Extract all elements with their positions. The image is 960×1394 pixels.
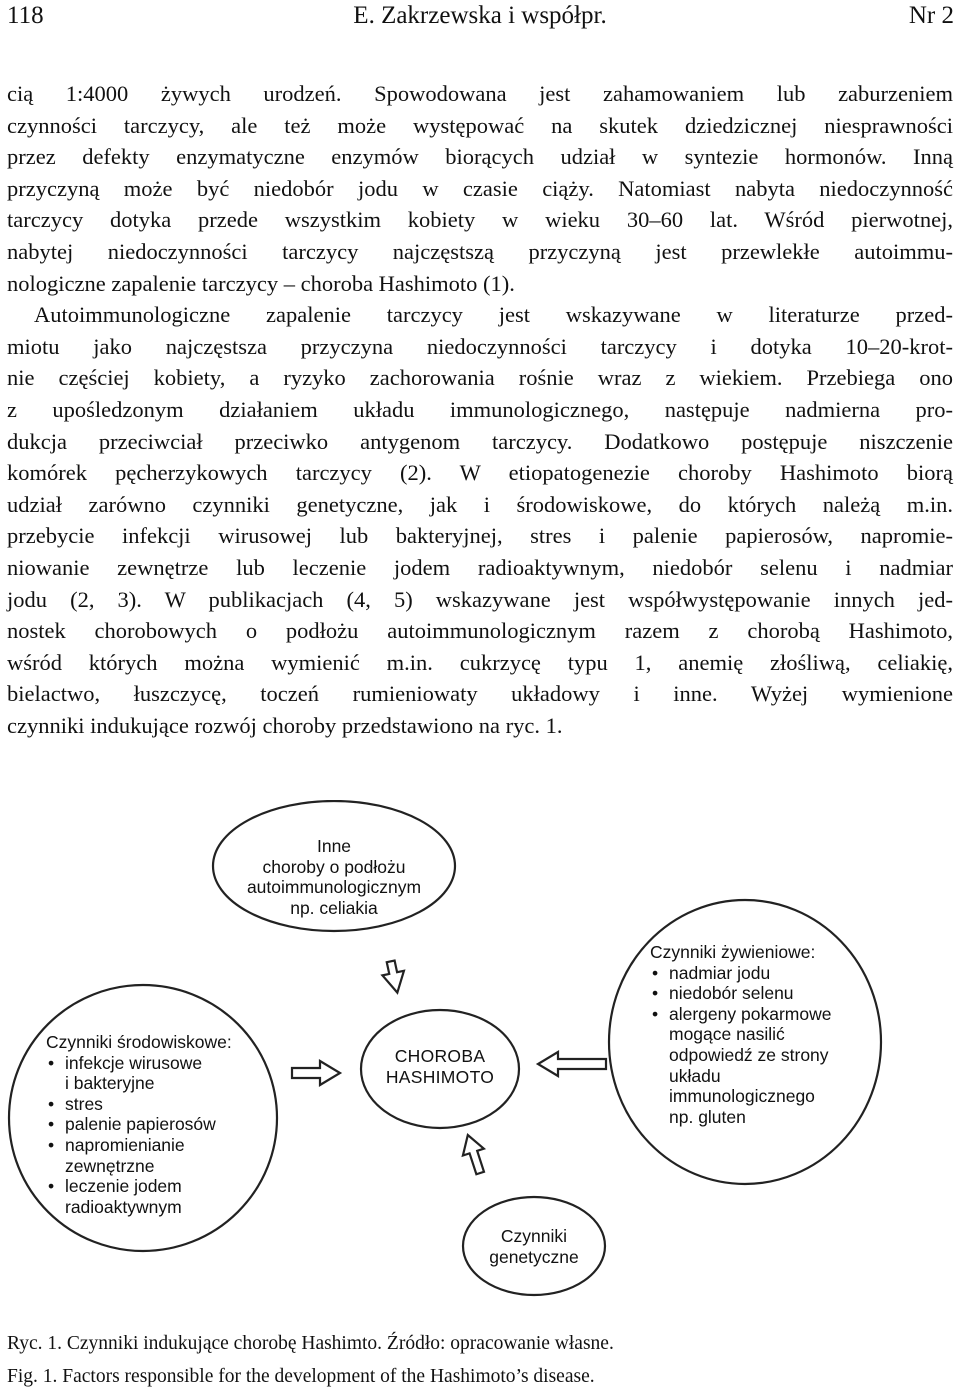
label-line: autoimmunologicznym [246, 877, 422, 898]
arrow-from-nutritional [538, 1052, 606, 1076]
list-item-cont: mogące nasilić [669, 1024, 785, 1045]
page-number: 118 [7, 2, 44, 29]
list-title: Czynniki środowiskowe: [46, 1032, 232, 1052]
text-line: jodu (2, 3). W publikacjach (4, 5) wskazywane jest współwystępowanie innych jed- [7, 586, 953, 612]
label-line: choroby o podłożu [262, 856, 406, 877]
issue-number: Nr 2 [908, 2, 954, 29]
text-line: nabytej niedoczynności tarczycy najczęstszą przyczyną jest przewlekłe autoimmu- [7, 238, 953, 264]
label-nutritional [650, 942, 870, 1127]
text-line: komórek pęcherzykowych tarczycy (2). W etiopatogenezie choroby Hashimoto biorą [7, 460, 953, 486]
body-text [7, 78, 953, 741]
list-item-cont: radioaktywnym [65, 1196, 182, 1217]
label-line: genetyczne [489, 1246, 579, 1267]
list-item: • niedobór selenu [650, 983, 870, 1004]
page-header [0, 0, 960, 40]
text-line: cią 1:4000 żywych urodzeń. Spowodowana jest zahamowaniem lub zaburzeniem [7, 81, 953, 106]
label-line: Inne [316, 836, 352, 856]
text-line: czynniki indukujące rozwój choroby przedstawiono na ryc. 1. [7, 712, 563, 738]
list-item: • napromienianie [46, 1135, 266, 1156]
text-line: Autoimmunologiczne zapalenie tarczycy jest wskazywane w literaturze przed- [34, 302, 953, 328]
label-line: np. celiakia [290, 897, 378, 918]
list-item: • infekcje wirusowe [46, 1053, 266, 1074]
list-item-cont: np. gluten [669, 1106, 746, 1127]
text-line: z upośledzonym działaniem układu immunologicznego, następuje nadmierna pro- [7, 396, 953, 422]
running-title: E. Zakrzewska i współpr. [353, 2, 607, 29]
list-item: • nadmiar jodu [650, 963, 870, 984]
arrow-from-other-diseases [380, 959, 408, 995]
label-other-diseases [224, 836, 444, 918]
text-line: udział zarówno czynniki genetyczne, jak i środowiskowe, do których należą m.in. [7, 491, 953, 517]
list-item-cont: immunologicznego [669, 1086, 815, 1107]
text-line: nostek chorobowych o podłożu autoimmunologicznym razem z chorobą Hashimoto, [7, 618, 953, 644]
text-line: przez defekty enzymatyczne enzymów biorących udział w syntezie hormonów. Inną [7, 144, 953, 170]
list-item-cont: zewnętrzne [65, 1155, 155, 1176]
arrow-from-environmental [292, 1061, 340, 1085]
text-line: przyczyną może być niedobór jodu w czasie ciąży. Natomiast nabyta niedoczynność [7, 175, 953, 201]
label-genetic [464, 1226, 604, 1267]
text-line: bielactwo, łuszczycę, toczeń rumieniowaty układowy i inne. Wyżej wymienione [7, 681, 953, 707]
list-item: • leczenie jodem [46, 1176, 266, 1197]
list-item-cont: odpowiedź ze strony [669, 1044, 829, 1065]
text-line: niowanie zewnętrze lub leczenie jodem radioaktywnym, niedobór selenu i nadmiar [7, 554, 953, 580]
text-line: nologiczne zapalenie tarczycy – choroba Hashimoto (1). [7, 270, 515, 296]
text-line: przebycie infekcji wirusowej lub bakteryjnej, stres i palenie papierosów, napromie- [7, 523, 953, 549]
list-item-cont: i bakteryjne [65, 1073, 155, 1094]
list-title: Czynniki żywieniowe: [650, 942, 816, 962]
list-item-cont: układu [669, 1065, 721, 1086]
label-environmental [46, 1032, 266, 1217]
text-line: dukcja przeciwciał przeciwko antygenom tarczycy. Dodatkowo postępuje niszczenie [7, 428, 953, 454]
list-item: • alergeny pokarmowe [650, 1004, 870, 1025]
list-item: • palenie papierosów [46, 1114, 266, 1135]
text-line: wśród których można wymienić m.in. cukrzycę typu 1, anemię złośliwą, celiakię, [7, 649, 953, 675]
text-line: czynności tarczycy, ale też może występować na skutek dziedzicznej niesprawności [7, 112, 953, 138]
label-line: CHOROBA [394, 1046, 486, 1066]
figure-hashimoto-factors [0, 800, 960, 1310]
label-line: HASHIMOTO [385, 1066, 495, 1087]
label-center [370, 1046, 510, 1087]
text-line: miotu jako najczęstsza przyczyna niedoczynności tarczycy i dotyka 10–20-krot- [7, 333, 953, 359]
list-item: • stres [46, 1094, 266, 1115]
label-line: Czynniki [500, 1226, 568, 1246]
caption-en: Fig. 1. Factors responsible for the development of the Hashimoto’s disease. [7, 1366, 595, 1387]
arrow-from-genetic [457, 1132, 490, 1177]
text-line: nie częściej kobiety, a ryzyko zachorowania rośnie wraz z wiekiem. Przebiega ono [7, 365, 953, 391]
caption-pl: Ryc. 1. Czynniki indukujące chorobę Hashimto. Źródło: opracowanie własne. [7, 1333, 614, 1354]
text-line: tarczycy dotyka przede wszystkim kobiety w wieku 30–60 lat. Wśród pierwotnej, [7, 207, 953, 233]
